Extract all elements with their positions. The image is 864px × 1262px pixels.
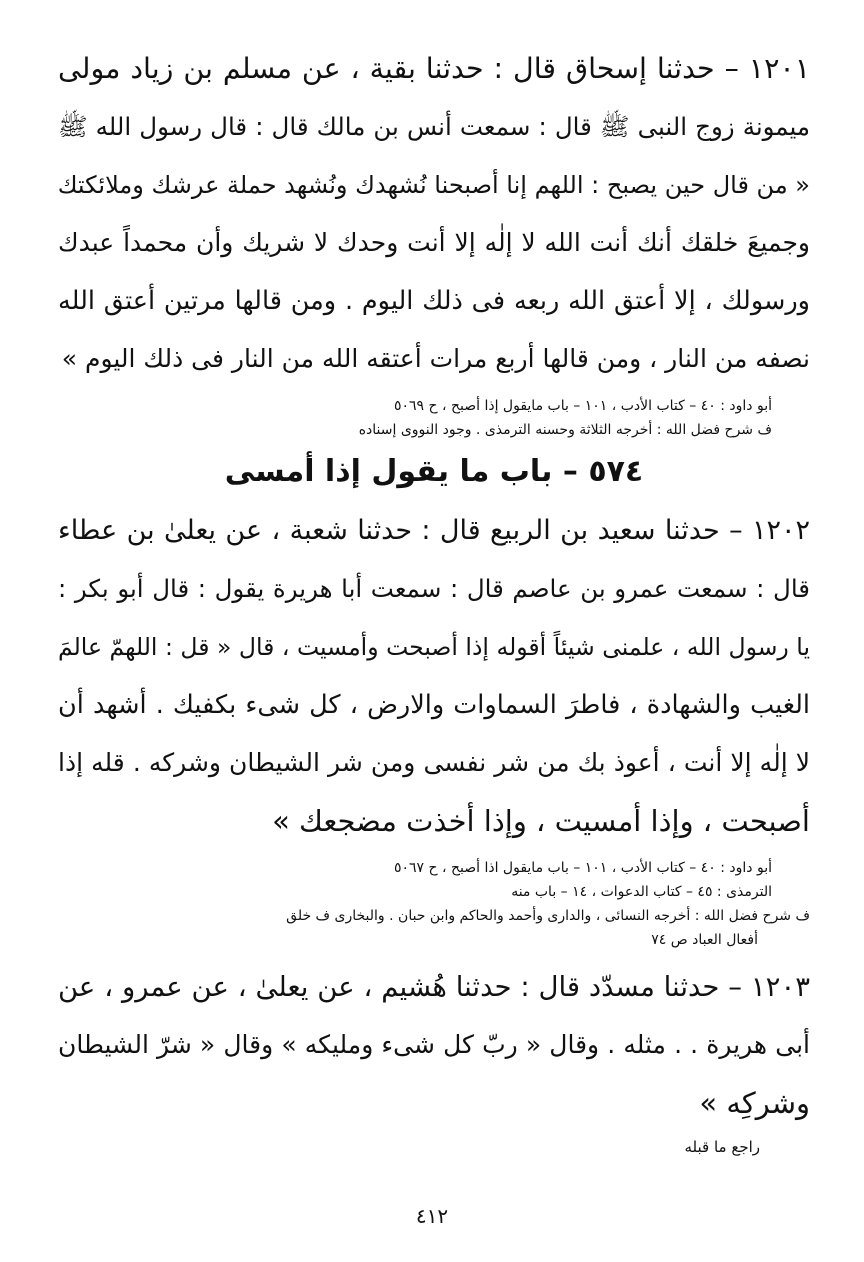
reference-note: الترمذى : ٤٥ – كتاب الدعوات ، ١٤ – باب منه	[511, 884, 772, 900]
hadith-text-line: نصفه من النار ، ومن قالها أربع مرات أعتقه الله من النار فى ذلك اليوم »	[61, 344, 810, 373]
hadith-text-line: ١٢٠٣ – حدثنا مسدّد قال : حدثنا هُشيم ، عن يعلىٰ ، عن عمرو ، عن	[58, 971, 810, 1003]
hadith-text-line: ١٢٠١ – حدثنا إسحاق قال : حدثنا بقية ، عن مسلم بن زياد مولى	[58, 52, 810, 85]
hadith-text-line: ميمونة زوج النبى ﷺ قال : سمعت أنس بن مالك قال : قال رسول الله ﷺ	[58, 112, 810, 141]
hadith-text-line: وجميعَ خلقك أنك أنت الله لا إلٰه إلا أنت وحدك لا شريك وأن محمداً عبدك	[58, 228, 810, 257]
reference-note: أبو داود : ٤٠ – كتاب الأدب ، ١٠١ – باب مايقول اذا أصبح ، ح ٥٠٦٧	[393, 860, 772, 876]
hadith-text-line: ١٢٠٢ – حدثنا سعيد بن الربيع قال : حدثنا شعبة ، عن يعلىٰ بن عطاء	[58, 515, 810, 546]
hadith-text-line: الغيب والشهادة ، فاطرَ السماوات والارض ، كل شىء بكفيك . أشهد أن	[58, 690, 810, 720]
hadith-text-line: قال : سمعت عمرو بن عاصم قال : سمعت أبا هريرة يقول : قال أبو بكر :	[58, 574, 810, 603]
page-number: ٤١٢	[415, 1204, 449, 1228]
refer-note: راجع ما قبله	[684, 1138, 760, 1156]
hadith-text-line: ورسولك ، إلا أعتق الله ربعه فى ذلك اليوم . ومن قالها مرتين أعتق الله	[58, 286, 810, 316]
hadith-text-line: لا إلٰه إلا أنت ، أعوذ بك من شر نفسى ومن شر الشيطان وشركه . قله إذا	[58, 748, 810, 777]
hadith-text-line: « من قال حين يصبح : اللهم إنا أصبحنا نُشهدك ونُشهد حملة عرشك وملائكتك	[58, 171, 810, 199]
hadith-text-line: أصبحت ، وإذا أمسيت ، وإذا أخذت مضجعك »	[272, 804, 810, 838]
hadith-text-line: يا رسول الله ، علمنى شيئاً أقوله إذا أصبحت وأمسيت ، قال « قل : اللهمّ عالمَ	[58, 633, 810, 661]
chapter-title: ٥٧٤ – باب ما يقول إذا أمسى	[224, 454, 644, 489]
reference-note: ف شرح فضل الله : أخرجه الثلاثة وحسنه الترمذى . وجود النووى إسناده	[358, 422, 772, 438]
hadith-text-line: أبى هريرة . . مثله . وقال « ربّ كل شىء ومليكه » وقال « شرّ الشيطان	[58, 1030, 810, 1059]
hadith-1203	[58, 958, 810, 1162]
hadith-text-line: وشركِه »	[699, 1086, 810, 1120]
reference-note: ف شرح فضل الله : أخرجه النسائى ، والدارى وأحمد والحاكم وابن حبان . والبخارى ف خلق	[286, 908, 810, 924]
reference-note: أفعال العباد ص ٧٤	[651, 932, 758, 948]
reference-note: أبو داود : ٤٠ – كتاب الأدب ، ١٠١ – باب مايقول إذا أصبح ، ح ٥٠٦٩	[393, 398, 772, 414]
hadith-1201	[58, 40, 810, 442]
hadith-1202	[58, 502, 810, 952]
page-body	[58, 40, 810, 1162]
